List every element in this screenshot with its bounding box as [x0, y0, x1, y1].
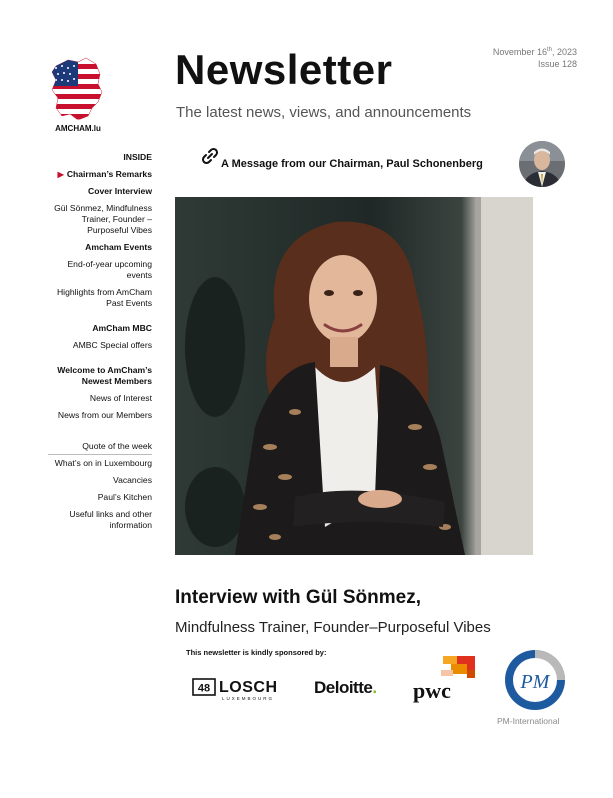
sidebar-item-pauls-kitchen[interactable]: Paul’s Kitchen [97, 492, 152, 502]
issue-date: November 16th, 2023 [492, 47, 577, 57]
losch-number: 48 [197, 682, 211, 695]
link-icon[interactable] [200, 146, 220, 166]
interview-subtitle: Mindfulness Trainer, Founder–Purposeful Vibes [175, 619, 491, 636]
chairman-message-link[interactable]: A Message from our Chairman, Paul Schonenberg [221, 158, 483, 170]
pm-monogram: PM [520, 671, 550, 693]
sidebar-contents [40, 152, 152, 537]
page-title: Newsletter [175, 46, 393, 93]
issue-number: Issue 128 [537, 59, 577, 69]
triangle-right-icon: ▶ [57, 170, 64, 179]
losch-wordmark: LOSCH [219, 679, 278, 696]
sidebar-item-useful-links[interactable]: Useful links and other information [69, 509, 152, 530]
interview-title[interactable]: Interview with Gül Sönmez, [175, 587, 421, 608]
sidebar-divider [48, 454, 152, 455]
sidebar-item-upcoming-events[interactable]: End-of-year upcoming events [67, 259, 152, 280]
chairman-photo [519, 141, 565, 187]
cover-interview-photo [175, 197, 533, 555]
sidebar-item-gul-sonmez[interactable]: Gül Sönmez, Mindfulness Trainer, Founder – Purposeful Vibes [54, 203, 152, 235]
sidebar-item-amcham-mbc[interactable]: AmCham MBC [92, 323, 152, 333]
sidebar-item-ambc-offers[interactable]: AMBC Special offers [72, 340, 152, 350]
sidebar-item-news-of-interest[interactable]: News of Interest [89, 393, 152, 403]
sponsor-note: This newsletter is kindly sponsored by: [186, 648, 327, 657]
pm-international-label: PM-International [497, 716, 560, 726]
issue-date-block [493, 44, 577, 70]
page-subtitle: The latest news, views, and announcements [176, 104, 472, 121]
sidebar-item-news-from-members[interactable]: News from our Members [57, 410, 152, 420]
pwc-logo[interactable] [413, 656, 477, 706]
sidebar-item-chairmans-remarks[interactable]: ▶ Chairman’s Remarks [57, 169, 152, 179]
logo-text: AMCHAM.lu [55, 124, 101, 133]
sidebar-item-past-events[interactable]: Highlights from AmCham Past Events [56, 287, 152, 308]
deloitte-logo[interactable]: Deloitte. [314, 678, 377, 697]
sidebar-item-amcham-events[interactable]: Amcham Events [85, 242, 152, 252]
sidebar-item-cover-interview[interactable]: Cover Interview [88, 186, 152, 196]
sidebar-item-newest-members[interactable]: Welcome to AmCham’s Newest Members [57, 365, 152, 386]
sidebar-item-quote[interactable]: Quote of the week [82, 441, 152, 451]
sidebar-item-vacancies[interactable]: Vacancies [112, 475, 152, 485]
losch-subtext: LUXEMBOURG [222, 696, 275, 701]
sidebar-heading-inside: INSIDE [123, 152, 152, 162]
pm-international-logo[interactable] [503, 648, 567, 712]
amcham-logo[interactable] [48, 56, 106, 122]
pwc-wordmark: pwc [413, 678, 451, 703]
sidebar-item-whats-on[interactable]: What’s on in Luxembourg [54, 458, 152, 468]
losch-logo[interactable] [192, 674, 296, 702]
